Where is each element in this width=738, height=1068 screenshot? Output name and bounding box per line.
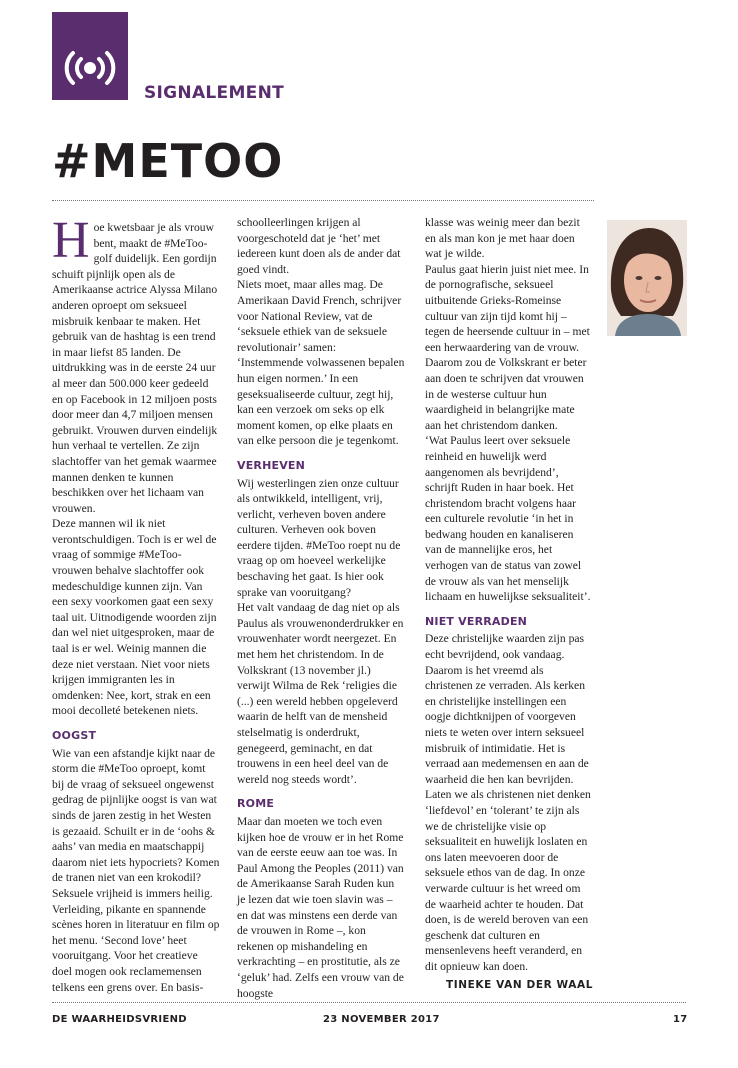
article-paragraph: ‘Wat Paulus leert over seksuele reinheid en huwelijk werd aangenomen als bevrijdend’, schrijft Ruden in haar boek. Het christendom bracht volgens haar een culturele revolutie ‘in het in bedwang houden en kanaliseren van de mannelijke eros, het verhogen van de status van zowel de vrouw als van het menselijk lichaam en huwelijkse seksualiteit’. bbox=[425, 434, 591, 604]
subheading: VERHEVEN bbox=[237, 458, 306, 472]
article-paragraph: Laten we als christenen niet denken ‘liefdevol’ en ‘tolerant’ te zijn als we de christelijke visie op seksualiteit en huwelijk loslaten en ons laten meevoeren door de seksuele ethos van de dag. In onze verwarde cultuur is het wreed om de waarheid achter te houden. Dat doen, is de wereld beroven van een geschenk dat culturen en mensenlevens heeft veranderd, en dit opnieuw kan doen. bbox=[425, 788, 591, 973]
subheading: NIET VERRADEN bbox=[425, 614, 528, 628]
article-paragraph: klasse was weinig meer dan bezit en als man kon je met haar doen wat je wilde. bbox=[425, 216, 580, 261]
article-paragraph: schoolleerlingen krijgen al voorgeschoteld dat je ‘het’ met iedereen kunt doen als de ander dat goed vindt. bbox=[237, 216, 401, 276]
footer-page-number: 17 bbox=[673, 1014, 688, 1025]
article-paragraph: Seksuele vrijheid is immers heilig. Verleiding, pikante en spannende scènes horen in literatuur en film op het menu. ‘Second love’ heet vooruitgang. Voor het creatieve doel mogen ook reclamemensen telkens een grens over. En basis- bbox=[52, 886, 220, 994]
article-paragraph: Maar dan moeten we toch even kijken hoe de vrouw er in het Rome van de eerste eeuw aan toe was. In Paul Among the Peoples (2011) van de Amerikaanse Sarah Ruden kun je lezen dat wie toen slavin was – en dat was minstens een derde van de vrouwen in Rome –, kon rekenen op mishandeling en verkrachting – en prostitutie, als ze ‘geluk’ had. Zelfs een vrouw van de hoogste bbox=[237, 814, 404, 1000]
article-paragraph: Deze mannen wil ik niet verontschuldigen. Toch is er wel de vraag of sommige #MeToo-vrouwen behalve slachtoffer ook medeschuldige kunnen zijn. Van een sexy voorkomen gaat een sexy taal uit. Uitnodigende woorden zijn dan wel niet uitgesproken, maar de taal is er wel. Weinig mannen die deze niet verstaan. Niet voor niets krijgen immigranten les in omdenken: Nee, kort, strak en een mooi decolleté betekenen niets. bbox=[52, 517, 217, 718]
footer-divider bbox=[52, 1002, 686, 1003]
title-divider bbox=[52, 200, 594, 201]
article-column-1 bbox=[52, 212, 220, 995]
subheading: OOGST bbox=[52, 729, 97, 742]
subheading: ROME bbox=[237, 797, 275, 811]
article-column-3 bbox=[425, 215, 593, 993]
article-paragraph: Wie van een afstandje kijkt naar de storm die #MeToo oproept, komt bij de vraag of seksueel ongewenst gedrag de pijnlijke oogst is van wat sinds de jaren zestig in het Westen is gezaaid. Schuilt er in de ‘oohs & aahs’ van media en maatschappij daarom niet iets hypocriets? Komen de tranen niet van een krokodil? bbox=[52, 746, 220, 885]
page-title: #METOO bbox=[52, 134, 284, 188]
article-column-2 bbox=[237, 215, 405, 1001]
article-paragraph: Paulus gaat hierin juist niet mee. In de pornografische, seksueel uitbuitende Grieks-Romeinse cultuur van zijn tijd komt hij – tegen de heersende cultuur in – met een herwaardering van de vrouw. Daarom zou de Volkskrant er beter aan doen te schrijven dat vrouwen in de westerse cultuur hun waardigheid in belangrijke mate aan het christendom danken. bbox=[425, 262, 590, 432]
section-logo bbox=[52, 12, 128, 100]
article-paragraph: Wij westerlingen zien onze cultuur als ontwikkeld, intelligent, vrij, verlicht, verheven boven andere culturen. Verheven ook boven eerdere tijden. #MeToo roept nu de vraag op om hoeveel werkelijke beschaving het gaat. Is hier ook sprake van vooruitgang? bbox=[237, 476, 401, 599]
article-paragraph: Niets moet, maar alles mag. De Amerikaan David French, schrijver voor National Review, vat de ‘seksuele ethiek van de seksuele revolutionair’ samen: ‘Instemmende volwassenen bepalen hun eigen normen.’ In een geseksualiseerde cultuur, zegt hij, kan een verzoek om seks op elk moment komen, op elke plaats en van elke persoon die je tegenkomt. bbox=[237, 278, 405, 448]
section-label: SIGNALEMENT bbox=[144, 83, 285, 103]
article-paragraph: Hoe kwetsbaar je als vrouw bent, maakt de #MeToo-golf duidelijk. Een gordijn schuift pijnlijk open als de Amerikaanse actrice Alyssa Milano anderen oproept om seksueel misbruik kenbaar te maken. Het gebruik van de hashtag is een trend in maar liefst 85 landen. De uitdrukking was in de eerste 24 uur al meer dan 500.000 keer gedeeld en op Facebook in 12 miljoen posts door meer dan 4,7 miljoen mensen gebruikt. Vrouwen durven eindelijk hun verhaal te vertellen. Ze zijn slachtoffer van het gemak waarmee mannen denken te kunnen beschikken over het lichaam van vrouwen. bbox=[52, 212, 218, 515]
footer-publication: DE WAARHEIDSVRIEND bbox=[52, 1014, 187, 1025]
broadcast-icon bbox=[60, 48, 120, 88]
author-byline: TINEKE VAN DER WAAL bbox=[445, 978, 593, 991]
author-photo bbox=[607, 220, 687, 336]
dropcap: H bbox=[52, 212, 90, 269]
article-paragraph: Het valt vandaag de dag niet op als Paulus als vrouwenonderdrukker en vrouwenhater wordt neergezet. En met hem het christendom. In de Volkskrant (13 november jl.) verwijt Wilma de Rek ‘religies die (...) een wereld hebben opgeleverd waarin de helft van de mensheid stelselmatig is onderdrukt, genegeerd, geminacht, en dat trouwens in een heel deel van de wereld nog steeds wordt’. bbox=[237, 601, 404, 786]
article-paragraph: Deze christelijke waarden zijn pas echt bevrijdend, ook vandaag. Daarom is het vreemd als christenen ze verraden. Als kerken en christelijke instellingen een oogje dichtknijpen of voorgeven niets te weten over intern seksueel misbruik of intimidatie. Het is verraad aan medemensen en aan de waarheid die hen kan bevrijden. bbox=[425, 632, 589, 786]
footer-date: 23 NOVEMBER 2017 bbox=[323, 1014, 440, 1025]
